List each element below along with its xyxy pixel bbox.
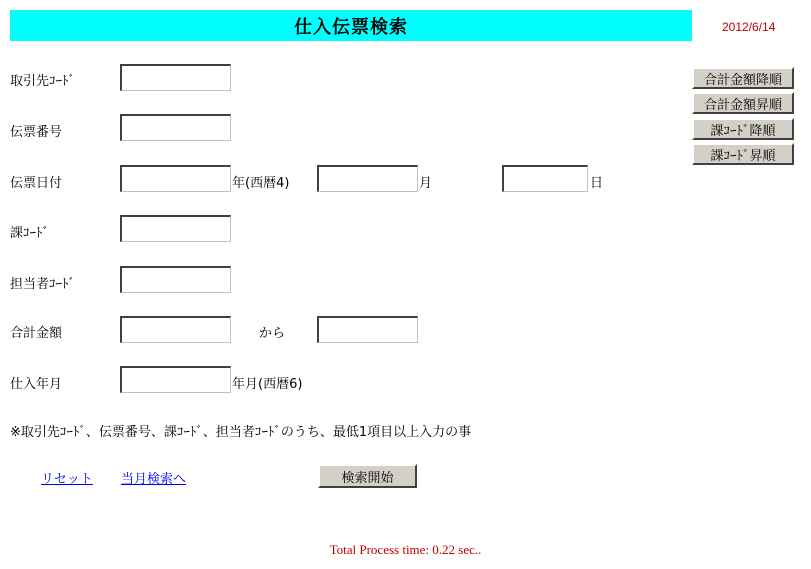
process-time-text: Total Process time: 0.22 sec.. xyxy=(329,542,482,557)
sort-section-asc-button[interactable]: 課ｺｰﾄﾞ昇順 xyxy=(692,143,794,165)
slip-number-label: 伝票番号 xyxy=(10,125,63,140)
range-separator-label: から xyxy=(259,326,286,341)
amount-to-input[interactable] xyxy=(317,316,418,343)
section-code-label: 課ｺｰﾄﾞ xyxy=(10,226,50,241)
total-amount-label: 合計金額 xyxy=(10,326,63,341)
page-title: 仕入伝票検索 xyxy=(294,16,408,38)
day-suffix-label: 日 xyxy=(590,176,604,191)
slip-year-input[interactable] xyxy=(120,165,231,192)
title-bar xyxy=(10,10,692,41)
staff-code-input[interactable] xyxy=(120,266,231,293)
supplier-code-label: 取引先ｺｰﾄﾞ xyxy=(10,74,76,89)
purchase-month-suffix-label: 年月(西暦6) xyxy=(232,377,303,392)
sort-total-asc-button[interactable]: 合計金額昇順 xyxy=(692,92,794,114)
sort-total-desc-button[interactable]: 合計金額降順 xyxy=(692,67,794,89)
section-code-input[interactable] xyxy=(120,215,231,242)
slip-date-label: 伝票日付 xyxy=(10,176,63,191)
supplier-code-input[interactable] xyxy=(120,64,231,91)
staff-code-label: 担当者ｺｰﾄﾞ xyxy=(10,277,76,292)
slip-month-input[interactable] xyxy=(317,165,418,192)
purchase-month-input[interactable] xyxy=(120,366,231,393)
reset-link[interactable]: リセット xyxy=(41,472,93,487)
year-suffix-label: 年(西暦4) xyxy=(232,176,290,191)
current-month-search-link[interactable]: 当月検索へ xyxy=(121,472,187,487)
amount-from-input[interactable] xyxy=(120,316,231,343)
month-suffix-label: 月 xyxy=(419,176,433,191)
slip-number-input[interactable] xyxy=(120,114,231,141)
current-date: 2012/6/14 xyxy=(722,20,776,34)
purchase-month-label: 仕入年月 xyxy=(10,377,63,392)
slip-day-input[interactable] xyxy=(502,165,588,192)
search-start-button[interactable]: 検索開始 xyxy=(318,464,417,488)
input-requirement-note: ※取引先ｺｰﾄﾞ、伝票番号、課ｺｰﾄﾞ、担当者ｺｰﾄﾞのうち、最低1項目以上入力の事 xyxy=(10,425,472,440)
sort-section-desc-button[interactable]: 課ｺｰﾄﾞ降順 xyxy=(692,118,794,140)
